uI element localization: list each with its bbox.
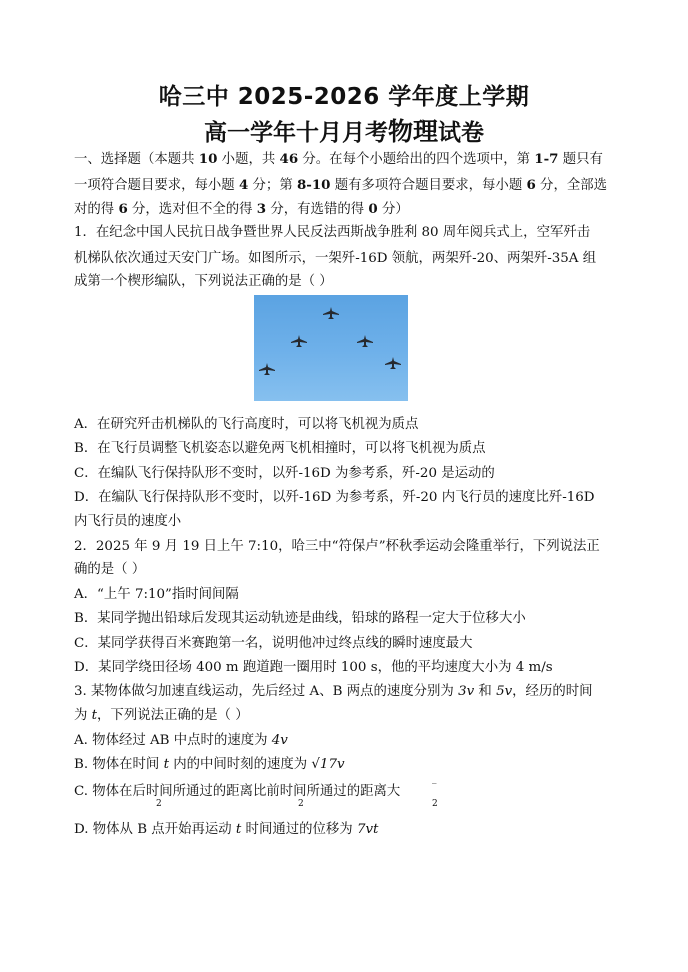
- q2-stem-line2: 确的是（ ）: [74, 562, 146, 577]
- section-instructions-line2: [74, 176, 607, 195]
- q1-option-b: B．在飞行员调整飞机姿态以避免两飞机相撞时，可以将飞机视为质点: [74, 441, 486, 456]
- text-run: 分，全部选: [535, 178, 608, 193]
- q3-stem-line2: [74, 707, 249, 725]
- text-run: A. 物体经过 AB 中点时的速度为: [74, 733, 272, 748]
- text-run: 时间通过的位移为: [241, 822, 357, 837]
- math-var: 3v: [458, 684, 475, 699]
- q1-option-a: A．在研究歼击机梯队的飞行高度时，可以将飞机视为质点: [74, 417, 419, 432]
- math-var: 5v: [496, 684, 513, 699]
- title-suffix: 试卷: [438, 120, 484, 146]
- jet-icon: [258, 363, 276, 375]
- q3-option-c-denominator: 2: [156, 799, 162, 809]
- text-run: 题只有: [558, 152, 603, 167]
- q1-option-d-line1: D．在编队飞行保持队形不变时，以歼-16D 为参考系，歼-20 内飞行员的速度比歼-16D: [74, 490, 595, 505]
- text-run: D. 物体从 B 点开始再运动: [74, 822, 236, 837]
- q2-option-d: D．某同学绕田径场 400 m 跑道跑一圈用时 100 s，他的平均速度大小为 4 m/s: [74, 660, 553, 675]
- q1-stem-line1: 1．在纪念中国人民抗日战争暨世界人民反法西斯战争胜利 80 周年阅兵式上，空军歼击: [74, 225, 591, 240]
- q3-option-a: [74, 732, 288, 750]
- q1-stem-line3: 成第一个楔形编队，下列说法正确的是（ ）: [74, 274, 333, 289]
- q2-option-a: A．“上午 7:10”指时间间隔: [74, 587, 239, 602]
- text-run: 和: [474, 684, 497, 699]
- q3-option-c-denominator: 2: [432, 799, 438, 809]
- text-run: ，下列说法正确的是（ ）: [97, 708, 249, 723]
- q3-option-c-fraction-bar: ‾: [432, 783, 437, 793]
- q3-option-d: [74, 821, 378, 839]
- text-run: 6: [118, 201, 128, 217]
- text-run: 3. 某物体做匀加速直线运动，先后经过 A、B 两点的速度分别为: [74, 684, 459, 699]
- jet-formation-photo: [254, 295, 408, 401]
- text-run: ，经历的时间: [512, 684, 593, 699]
- math-var: 4v: [271, 733, 288, 748]
- text-run: 一、选择题（本题共: [74, 152, 199, 167]
- section-instructions-line3: [74, 200, 409, 219]
- q2-option-c: C．某同学获得百米赛跑第一名，说明他冲过终点线的瞬时速度最大: [74, 636, 473, 651]
- q2-stem-line1: 2．2025 年 9 月 19 日上午 7:10，哈三中“符保卢”杯秋季运动会隆重举行，下列说法正: [74, 539, 600, 554]
- q3-option-c: C. 物体在后时间所通过的距离比前时间所通过的距离大: [74, 784, 401, 799]
- text-run: 分；第: [248, 178, 297, 193]
- q1-option-d-line2: 内飞行员的速度小: [74, 514, 182, 529]
- text-run: 分，有选错的得: [266, 202, 369, 217]
- jet-icon: [290, 335, 308, 347]
- math-var: √17v: [311, 757, 345, 772]
- title-prefix: 高一学年十月月考: [203, 120, 388, 146]
- text-run: B. 物体在时间: [74, 757, 164, 772]
- text-run: 为: [74, 708, 92, 723]
- jet-icon: [322, 307, 340, 319]
- text-run: 1-7: [534, 151, 559, 167]
- text-run: 分）: [377, 202, 409, 217]
- text-run: 46: [279, 151, 299, 167]
- exam-title-line2: [0, 112, 688, 148]
- q3-stem-line1: [74, 683, 593, 701]
- q3-option-c-denominator: 2: [298, 799, 304, 809]
- text-run: 10: [198, 151, 218, 167]
- text-run: 0: [368, 201, 378, 217]
- text-run: 4: [238, 177, 249, 193]
- q1-stem-line2: 机梯队依次通过天安门广场。如图所示，一架歼-16D 领航，两架歼-20、两架歼-35A 组: [74, 251, 597, 266]
- text-run: 3: [256, 201, 267, 217]
- jet-icon: [356, 335, 374, 347]
- text-run: 6: [526, 177, 536, 193]
- text-run: 8-10: [296, 177, 331, 193]
- text-run: 分。在每个小题给出的四个选项中，第: [298, 152, 535, 167]
- q2-option-b: B．某同学抛出铅球后发现其运动轨迹是曲线，铅球的路程一定大于位移大小: [74, 611, 526, 626]
- text-run: 内的中间时刻的速度为: [168, 757, 312, 772]
- exam-title-line1: 哈三中 2025-2026 学年度上学期: [158, 84, 530, 110]
- section-instructions-line1: [74, 150, 603, 169]
- text-run: 题有多项符合题目要求，每小题: [330, 178, 527, 193]
- jet-icon: [384, 357, 402, 369]
- q1-option-c: C．在编队飞行保持队形不变时，以歼-16D 为参考系，歼-20 是运动的: [74, 466, 495, 481]
- q3-option-b: [74, 756, 345, 774]
- math-var: t: [163, 757, 169, 772]
- text-run: 一项符合题目要求，每小题: [74, 178, 239, 193]
- math-var: t: [91, 708, 98, 723]
- text-run: 对的得: [74, 202, 119, 217]
- text-run: 小题，共: [217, 152, 280, 167]
- math-var: 7vt: [356, 822, 379, 837]
- text-run: 分，选对但不全的得: [127, 202, 257, 217]
- title-subject: 物理: [387, 117, 438, 146]
- math-var: t: [235, 822, 242, 837]
